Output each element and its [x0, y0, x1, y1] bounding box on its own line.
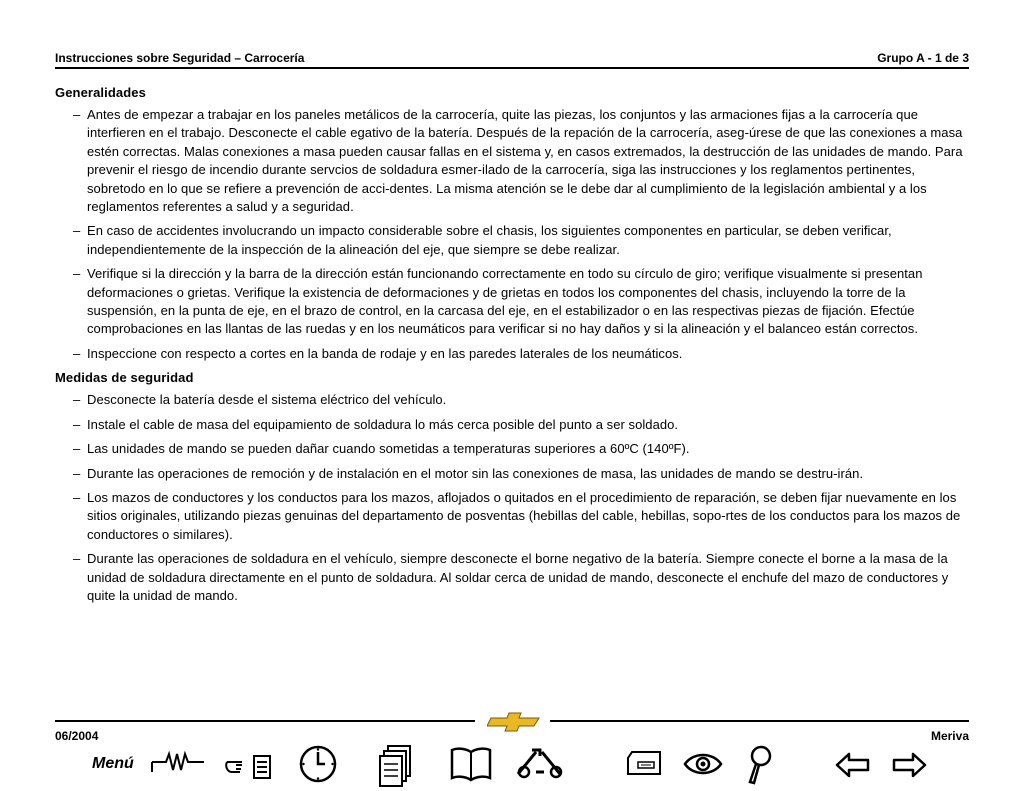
chevrolet-bowtie-logo	[487, 712, 543, 732]
tools-icon[interactable]	[514, 746, 566, 780]
dash-bullet: –	[73, 441, 81, 457]
document-title: Instrucciones sobre Seguridad – Carrocería	[55, 51, 305, 65]
list-item-text: Desconecte la batería desde el sistema eléctrico del vehículo.	[87, 392, 447, 408]
list-item-text: Las unidades de mando se pueden dañar cuando sometidas a temperaturas superiores a 60ºC (140ºF).	[87, 441, 690, 457]
page-header	[55, 47, 969, 69]
eye-icon[interactable]	[683, 750, 723, 778]
dash-bullet: –	[73, 345, 81, 361]
list-item	[55, 489, 969, 544]
list-item	[55, 550, 969, 605]
list-item	[55, 416, 969, 434]
document-body	[55, 84, 969, 611]
header-divider	[55, 67, 969, 69]
list-item	[55, 345, 969, 363]
footer-model: Meriva	[930, 729, 969, 743]
menu-button[interactable]: Menú	[92, 755, 134, 772]
list-item-text: Durante las operaciones de soldadura en el vehículo, siempre desconecte el borne negativo de la batería. Siempre conecte el borne a la masa de la unidad de soldadura directamente en el punto de soldadura. Al soldar cerca de unidad de mando, desconecte el enchufe del mazo de conductores y quite la unidad de mando.	[87, 551, 949, 603]
card-reader-icon[interactable]	[624, 750, 664, 780]
wiring-diagram-icon[interactable]	[150, 750, 206, 778]
footer-divider-right	[550, 720, 969, 722]
footer-date: 06/2004	[55, 729, 99, 743]
dash-bullet: –	[73, 107, 81, 122]
dash-bullet: –	[73, 489, 81, 505]
hand-document-icon[interactable]	[224, 752, 274, 782]
dash-bullet: –	[73, 392, 81, 408]
section-title-medidas-de-seguridad: Medidas de seguridad	[55, 370, 194, 386]
list-item-text: En caso de accidentes involucrando un impacto considerable sobre el chasis, los siguientes componentes en particular, se deben verificar, independientemente de la inspección de la alineación del eje, que siempre se debe realizar.	[87, 223, 892, 257]
list-item-text: Verifique si la dirección y la barra de la dirección están funcionando correctamente en todo su círculo de giro; verifique visualmente si presentan deformaciones o grietas. Verifique la existencia de deformaciones y de grietas en todos los componentes del chasis, incluyendo la torre de la suspensión, en la punta de eje, en el brazo de control, en la carcasa del eje, en el estabilizador o en las respectivas piezas de fijación. Efectúe comprobaciones en las llantas de las ruedas y en los neumáticos para verificar si no hay daños y si la alineación y el balanceo están correctos.	[87, 266, 923, 337]
dash-bullet: –	[73, 416, 81, 432]
list-item	[55, 222, 969, 259]
list-item	[55, 465, 969, 483]
list-item	[55, 106, 969, 216]
footer-divider-left	[55, 720, 475, 722]
list-item-text: Durante las operaciones de remoción y de instalación en el motor sin las conexiones de masa, las unidades de mando se destru-irán.	[87, 465, 864, 481]
section-title-generalidades: Generalidades	[55, 85, 146, 100]
dash-bullet: –	[73, 465, 81, 481]
magnifier-icon[interactable]	[744, 744, 774, 786]
next-arrow-icon[interactable]	[891, 752, 927, 778]
list-item-text: Los mazos de conductores y los conductos para los mazos, aflojados o quitados en el procedimiento de reparación, se deben fijar nuevamente en los sitios originales, utilizando piezas genuinas del departamento de posventas (hebillas del cable, hebillas, sopo-rtes de los conductos para los mazos de conductores o similares).	[87, 489, 961, 542]
list-item-text: Inspeccione con respecto a cortes en la banda de rodaje y en las paredes laterales de los neumáticos.	[87, 345, 683, 361]
list-item-text: Instale el cable de masa del equipamiento de soldadura lo más cerca posible del punto a ser soldado.	[87, 416, 679, 432]
clock-icon[interactable]	[298, 744, 338, 784]
list-item	[55, 265, 969, 339]
previous-arrow-icon[interactable]	[835, 752, 871, 778]
list-item	[55, 440, 969, 458]
page-indicator: Grupo A - 1 de 3	[877, 51, 969, 65]
navigation-bar	[0, 742, 1023, 788]
list-item-text: Antes de empezar a trabajar en los paneles metálicos de la carrocería, quite las piezas, los conjuntos y las armaciones fijas a la carrocería que interfieren en el trabajo. Desconecte el cable egativo de la batería. Después de la repación de la carrocería, aseg-úrese de que las conexiones a masa estén correctas. Malas conexiones a masa pueden causar fallas en el sistema y, en casos extremados, la destrucción de las unidades de mando. Para prevenir el riesgo de incendio durante servcios de soldadura esmer-ilado de la carrocería, siga las instrucciones y los reglamentos pertinentes, sobretodo en lo que se refiere a prevención de acci-dentes. La misma atención se le debe dar al cumplimiento de la legislación ambiental y a los reglamentos referentes a salud y a seguridad.	[87, 107, 963, 215]
open-book-icon[interactable]	[449, 746, 493, 782]
dash-bullet: –	[73, 551, 81, 567]
documents-stack-icon[interactable]	[378, 744, 414, 788]
dash-bullet: –	[73, 266, 81, 282]
list-item	[55, 391, 969, 409]
dash-bullet: –	[73, 223, 81, 239]
